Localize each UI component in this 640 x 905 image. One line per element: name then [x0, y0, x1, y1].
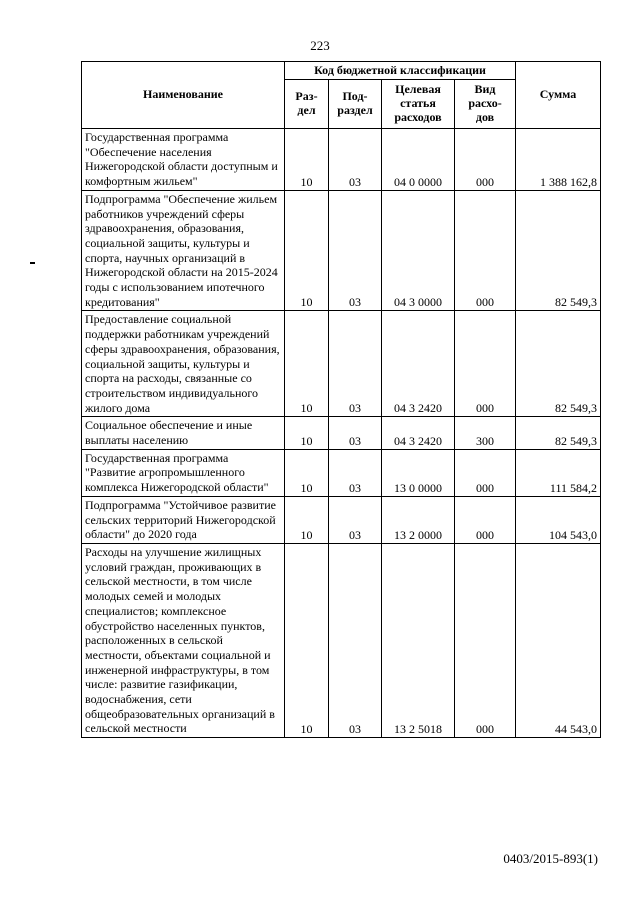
- row-vid: 000: [455, 311, 516, 417]
- table-row: [82, 129, 601, 191]
- row-target: 04 3 2420: [382, 311, 455, 417]
- row-podrazdel: 03: [329, 311, 382, 417]
- row-podrazdel: 03: [329, 496, 382, 543]
- row-podrazdel: 03: [329, 129, 382, 191]
- table-header: [82, 62, 601, 129]
- row-vid: 000: [455, 449, 516, 496]
- page-number: 223: [310, 38, 330, 53]
- header-vid: Вид расхо- дов: [455, 80, 516, 129]
- table-row: [82, 449, 601, 496]
- table-row: [82, 417, 601, 449]
- row-sum: 44 543,0: [516, 543, 601, 737]
- header-target: Целевая статья расходов: [382, 80, 455, 129]
- header-name: Наименование: [82, 62, 285, 129]
- row-vid: 000: [455, 190, 516, 311]
- header-razdel: Раз- дел: [285, 80, 329, 129]
- row-vid: 300: [455, 417, 516, 449]
- row-razdel: 10: [285, 417, 329, 449]
- row-podrazdel: 03: [329, 449, 382, 496]
- row-razdel: 10: [285, 190, 329, 311]
- table-row: [82, 543, 601, 737]
- row-sum: 82 549,3: [516, 311, 601, 417]
- row-name: Подпрограмма "Устойчивое развитие сельских территорий Нижегородской области" до 2020 года: [82, 496, 285, 543]
- row-target: 04 3 0000: [382, 190, 455, 311]
- row-sum: 1 388 162,8: [516, 129, 601, 191]
- row-vid: 000: [455, 129, 516, 191]
- row-name: Социальное обеспечение и иные выплаты населению: [82, 417, 285, 449]
- row-name: Расходы на улучшение жилищных условий граждан, проживающих в сельской местности, в том числе молодых семей и молодых специалистов; комплексное обустройство населенных пунктов, расположенных в сельской местности, объектами социальной и инженерной инфраструктуры, в том числе: развитие газификации, водоснабжения, сети общеобразовательных организаций в сельской местности: [82, 543, 285, 737]
- row-razdel: 10: [285, 129, 329, 191]
- row-razdel: 10: [285, 311, 329, 417]
- header-podrazdel: Под- раздел: [329, 80, 382, 129]
- row-podrazdel: 03: [329, 190, 382, 311]
- row-vid: 000: [455, 543, 516, 737]
- header-sum: Сумма: [516, 62, 601, 129]
- row-target: 04 0 0000: [382, 129, 455, 191]
- row-razdel: 10: [285, 543, 329, 737]
- document-code: 0403/2015-893(1): [503, 851, 598, 866]
- row-target: 13 2 0000: [382, 496, 455, 543]
- row-name: Государственная программа "Обеспечение населения Нижегородской области доступным и комфортным жильем": [82, 129, 285, 191]
- table-row: [82, 311, 601, 417]
- row-podrazdel: 03: [329, 543, 382, 737]
- budget-table: [81, 61, 601, 738]
- margin-mark: [30, 262, 35, 264]
- row-name: Предоставление социальной поддержки работникам учреждений сферы здравоохранения, образования, социальной защиты, культуры и спорта на расходы, связанные со строительством индивидуального жилого дома: [82, 311, 285, 417]
- row-target: 13 0 0000: [382, 449, 455, 496]
- row-name: Государственная программа "Развитие агропромышленного комплекса Нижегородской области": [82, 449, 285, 496]
- table-row: [82, 496, 601, 543]
- table-body: [82, 129, 601, 738]
- row-sum: 111 584,2: [516, 449, 601, 496]
- row-name: Подпрограмма "Обеспечение жильем работников учреждений сферы здравоохранения, образования, социальной защиты, культуры и спорта, научных организаций в Нижегородской области на 2015-2024 годы с использованием ипотечного кредитования": [82, 190, 285, 311]
- row-razdel: 10: [285, 496, 329, 543]
- row-sum: 82 549,3: [516, 417, 601, 449]
- row-target: 13 2 5018: [382, 543, 455, 737]
- row-sum: 104 543,0: [516, 496, 601, 543]
- row-target: 04 3 2420: [382, 417, 455, 449]
- row-vid: 000: [455, 496, 516, 543]
- row-podrazdel: 03: [329, 417, 382, 449]
- row-razdel: 10: [285, 449, 329, 496]
- table-row: [82, 190, 601, 311]
- header-classification-group: Код бюджетной классификации: [285, 62, 516, 80]
- row-sum: 82 549,3: [516, 190, 601, 311]
